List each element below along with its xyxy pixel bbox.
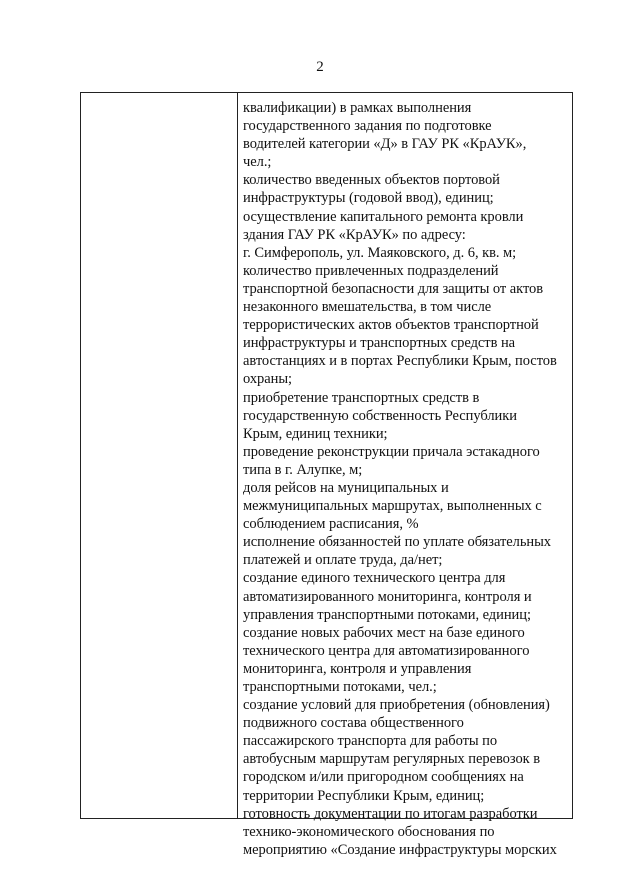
text-line: осуществление капитального ремонта кровли xyxy=(243,208,524,225)
text-line: пассажирского транспорта для работы по xyxy=(243,733,498,750)
text-line: транспортными потоками, чел.; xyxy=(243,679,437,695)
text-line: водителей категории «Д» в ГАУ РК «КрАУК», xyxy=(243,136,527,153)
page-number: 2 xyxy=(316,59,324,75)
text-line: типа в г. Алупке, м; xyxy=(243,461,363,478)
text-line: автостанциях и в портах Республики Крым, постов xyxy=(243,353,557,370)
text-line: территории Республики Крым, единиц; xyxy=(243,787,485,804)
text-line: мониторинга, контроля и управления xyxy=(243,660,472,677)
text-line: чел.; xyxy=(243,154,272,171)
text-line: создание новых рабочих мест на базе единого xyxy=(243,624,525,641)
text-line: инфраструктуры и транспортных средств на xyxy=(243,335,516,352)
text-line: исполнение обязанностей по уплате обязательных xyxy=(243,534,551,551)
text-line: государственного задания по подготовке xyxy=(243,118,492,135)
text-line: приобретение транспортных средств в xyxy=(243,389,480,406)
text-line: готовность документации по итогам разработки xyxy=(243,805,538,822)
text-line: количество введенных объектов портовой xyxy=(243,172,500,189)
text-line: проведение реконструкции причала эстакадного xyxy=(243,443,540,460)
table-left-column xyxy=(81,93,238,818)
text-line: технико-экономического обоснования по xyxy=(243,823,495,840)
text-line: Крым, единиц техники; xyxy=(243,425,388,442)
text-line: автоматизированного мониторинга, контроля и xyxy=(243,588,532,605)
text-line: транспортной безопасности для защиты от актов xyxy=(243,280,544,297)
text-line: доля рейсов на муниципальных и xyxy=(243,479,449,496)
text-line: квалификации) в рамках выполнения xyxy=(243,100,472,116)
table-right-column xyxy=(238,93,572,858)
text-line: террористических актов объектов транспортной xyxy=(243,317,539,334)
text-line: межмуниципальных маршрутах, выполненных с xyxy=(243,498,542,515)
text-line: управления транспортными потоками, единиц; xyxy=(243,606,531,623)
text-line: создание условий для приобретения (обновления) xyxy=(243,697,550,714)
content-table xyxy=(80,92,573,858)
text-line: автобусным маршрутам регулярных перевозок в xyxy=(243,751,541,768)
text-line: создание единого технического центра для xyxy=(243,570,506,587)
text-line: незаконного вмешательства, в том числе xyxy=(243,299,492,316)
text-line: технического центра для автоматизированного xyxy=(243,642,530,659)
text-line: подвижного состава общественного xyxy=(243,715,464,732)
text-line: государственную собственность Республики xyxy=(243,407,517,424)
text-line: соблюдением расписания, % xyxy=(243,516,419,533)
text-line: платежей и оплате труда, да/нет; xyxy=(243,552,443,569)
text-line: городском и/или пригородном сообщениях на xyxy=(243,769,524,786)
text-line: количество привлеченных подразделений xyxy=(243,262,499,279)
text-line: мероприятию «Создание инфраструктуры морских xyxy=(243,841,557,858)
text-line: инфраструктуры (годовой ввод), единиц; xyxy=(243,190,494,207)
text-line: г. Симферополь, ул. Маяковского, д. 6, кв. м; xyxy=(243,244,517,261)
text-line: здания ГАУ РК «КрАУК» по адресу: xyxy=(243,226,466,243)
text-line: охраны; xyxy=(243,371,293,388)
